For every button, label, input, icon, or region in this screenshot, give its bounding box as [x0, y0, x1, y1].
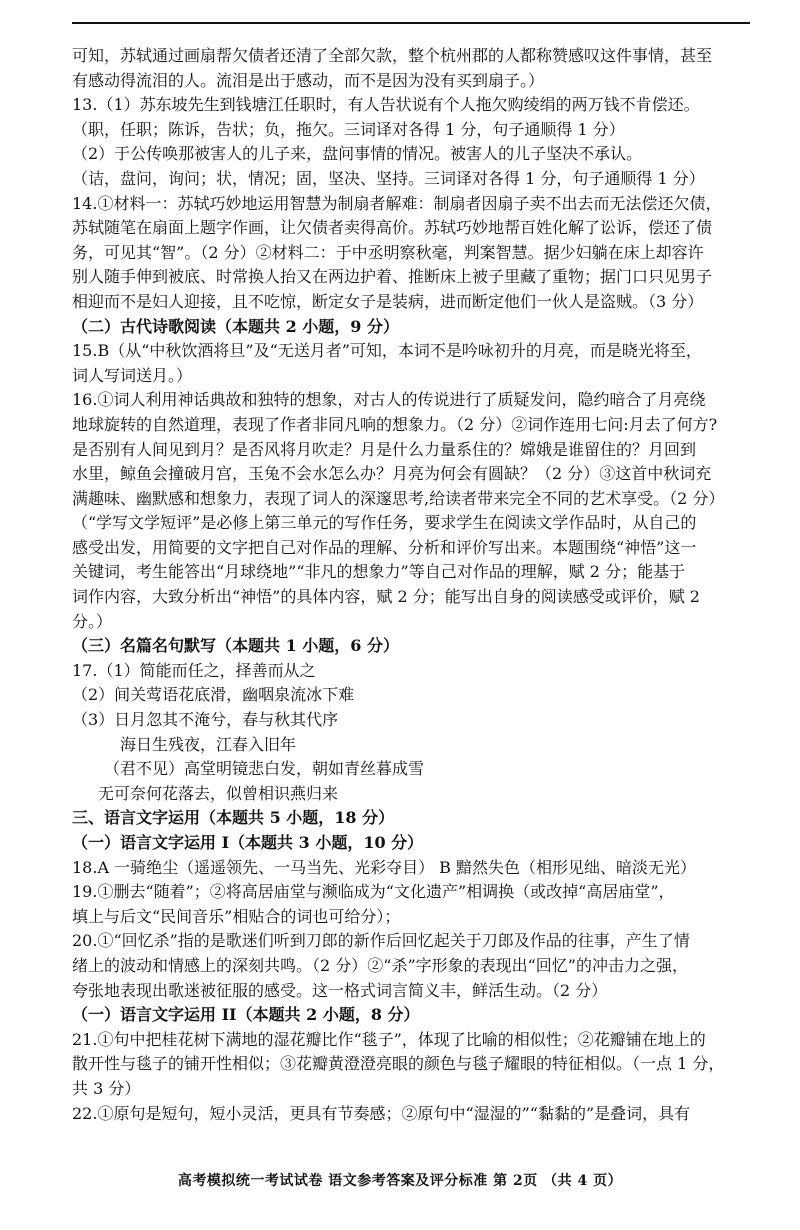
text-line: （君不见）高堂明镜悲白发，朝如青丝暮成雪 — [104, 759, 425, 779]
text-line: 地球旋转的自然道理，表现了作者非同凡响的想象力。（2 分）②词作连用七问:月去了何方? — [72, 414, 718, 434]
text-line: 满趣味、幽默感和想象力，表现了词人的深邃思考,给读者带来完全不同的艺术享受。（2 分） — [72, 488, 725, 508]
section-heading: （三）名篇名句默写（本题共 1 小题，6 分） — [72, 636, 399, 656]
text-line: 绪上的波动和情感上的深刻共鸣。（2 分）②“杀”字形象的表现出“回忆”的冲击力之强， — [72, 955, 688, 975]
text-line: 海日生残夜，江春入旧年 — [120, 734, 297, 754]
text-line: 感受出发，用简要的文字把自己对作品的理解、分析和评价写出来。本题围绕“神悟”这一 — [72, 537, 697, 557]
text-line: 务，可见其“智”。（2 分）②材料二：于中丞明察秋毫，判案智慧。据少妇躺在床上却容许 — [72, 242, 704, 262]
text-line: 词作内容，大致分析出“神悟”的具体内容，赋 2 分；能写出自身的阅读感受或评价，赋 2 — [72, 587, 700, 607]
text-line: 22.①原句是短句，短小灵活，更具有节奏感；②原句中“湿湿的”“黏黏的”是叠词，具有 — [72, 1103, 691, 1123]
page-footer: 高考模拟统一考试试卷 语文参考答案及评分标准 第 2页 （共 4 页） — [177, 1173, 623, 1189]
text-line: 14.①材料一：苏轼巧妙地运用智慧为制扇者解难：制扇者因扇子卖不出去而无法偿还欠债， — [72, 193, 722, 213]
text-line: （3）日月忽其不淹兮，春与秋其代序 — [72, 710, 339, 730]
section-heading: （一）语言文字运用 I（本题共 3 小题，10 分） — [72, 833, 424, 852]
text-line: 相迎而不是妇人迎接，且不吃惊，断定女子是装病，进而断定他们一伙人是盗贼。（3 分） — [72, 291, 704, 311]
text-line: （2）间关莺语花底滑，幽咽泉流冰下难 — [72, 685, 355, 705]
text-line: 16.①词人利用神话典故和独特的想象，对古人的传说进行了质疑发问，隐约暗合了月亮绕 — [72, 390, 706, 410]
text-line: 可知，苏轼通过画扇帮欠债者还清了全部欠款，整个杭州郡的人都称赞感叹这件事情，甚至 — [72, 46, 713, 65]
text-line: 15.B（从“中秋饮酒将旦”及“无送月者”可知，本词不是吟咏初升的月亮，而是晓光将至， — [72, 341, 702, 361]
text-line: （职，任职；陈诉，告状；负，拖欠。三词译对各得 1 分，句子通顺得 1 分） — [72, 119, 625, 139]
text-line: 21.①句中把桂花树下满地的湿花瓣比作“毯子”，体现了比喻的相似性；②花瓣铺在地上的 — [72, 1029, 706, 1049]
text-line: 苏轼随笔在扇面上题字作画，让欠债者卖得高价。苏轼巧妙地帮百姓化解了讼诉，偿还了债 — [72, 218, 713, 238]
text-line: （诘，盘问，询问；状，情况；固，坚决、坚持。三词译对各得 1 分，句子通顺得 1 分） — [72, 168, 705, 188]
text-line: 是否别有人间见到月？是否风将月吹走？月是什么力量系住的？嫦娥是谁留住的？月回到 — [72, 439, 697, 459]
text-line: 13.（1）苏东坡先生到钱塘江任职时，有人告状说有个人拖欠购绫绢的两万钱不肯偿还。 — [72, 95, 700, 115]
text-line: 18.A 一骑绝尘（遥遥领先、一马当先、光彩夺目） B 黯然失色（相形见绌、暗淡无光） — [72, 857, 697, 877]
section-heading: （二）古代诗歌阅读（本题共 2 小题，9 分） — [72, 316, 399, 336]
text-line: 夸张地表现出歌迷被征服的感受。这一格式词言简义丰，鲜活生动。（2 分） — [72, 980, 608, 1000]
header-rule — [72, 22, 750, 24]
text-line: 词人写词送月。） — [72, 365, 193, 385]
section-heading: （一）语言文字运用 II（本题共 2 小题，8 分） — [72, 1005, 420, 1025]
text-line: （2）于公传唤那被害人的儿子来，盘问事情的情况。被害人的儿子坚决不承认。 — [72, 144, 643, 164]
text-line: （“学写文学短评”是必修上第三单元的写作任务，要求学生在阅读文学作品时，从自己的 — [72, 513, 697, 533]
text-line: 散开性与毯子的铺开性相似；③花瓣黄澄澄亮眼的颜色与毯子耀眼的特征相似。（一点 1 分， — [72, 1054, 725, 1074]
answer-key-body — [72, 44, 742, 1126]
text-line: 别人随手伸到被底、时常换人抬又在两边护着、推断床上被子里藏了重物；据门口只见男子 — [72, 267, 713, 287]
text-line: 有感动得流泪的人。流泪是出于感动，而不是因为没有买到扇子。） — [72, 70, 545, 90]
text-line: 关键词，考生能答出“月球绕地”“非凡的想象力”等自己对作品的理解，赋 2 分；能基于 — [72, 562, 686, 582]
text-line: 20.①“回忆杀”指的是歌迷们听到刀郎的新作后回忆起关于刀郎及作品的往事，产生了情 — [72, 931, 690, 951]
section-heading: 三、语言文字运用（本题共 5 小题，18 分） — [72, 808, 395, 828]
text-line: 共 3 分） — [72, 1078, 141, 1098]
text-line: 填上与后文“民间音乐”相贴合的词也可给分）； — [72, 906, 401, 926]
text-line: 水里，鲸鱼会撞破月宫，玉兔不会水怎么办？月亮为何会有圆缺？（2 分）③这首中秋词充 — [72, 464, 712, 484]
text-line: 分。） — [72, 611, 113, 631]
text-line: 19.①删去“随着”；②将高居庙堂与濒临成为“文化遗产”相调换（或改掉“高居庙堂”， — [72, 882, 675, 902]
text-line: 17.（1）简能而任之，择善而从之 — [72, 660, 316, 680]
text-line: 无可奈何花落去，似曾相识燕归来 — [98, 783, 339, 803]
